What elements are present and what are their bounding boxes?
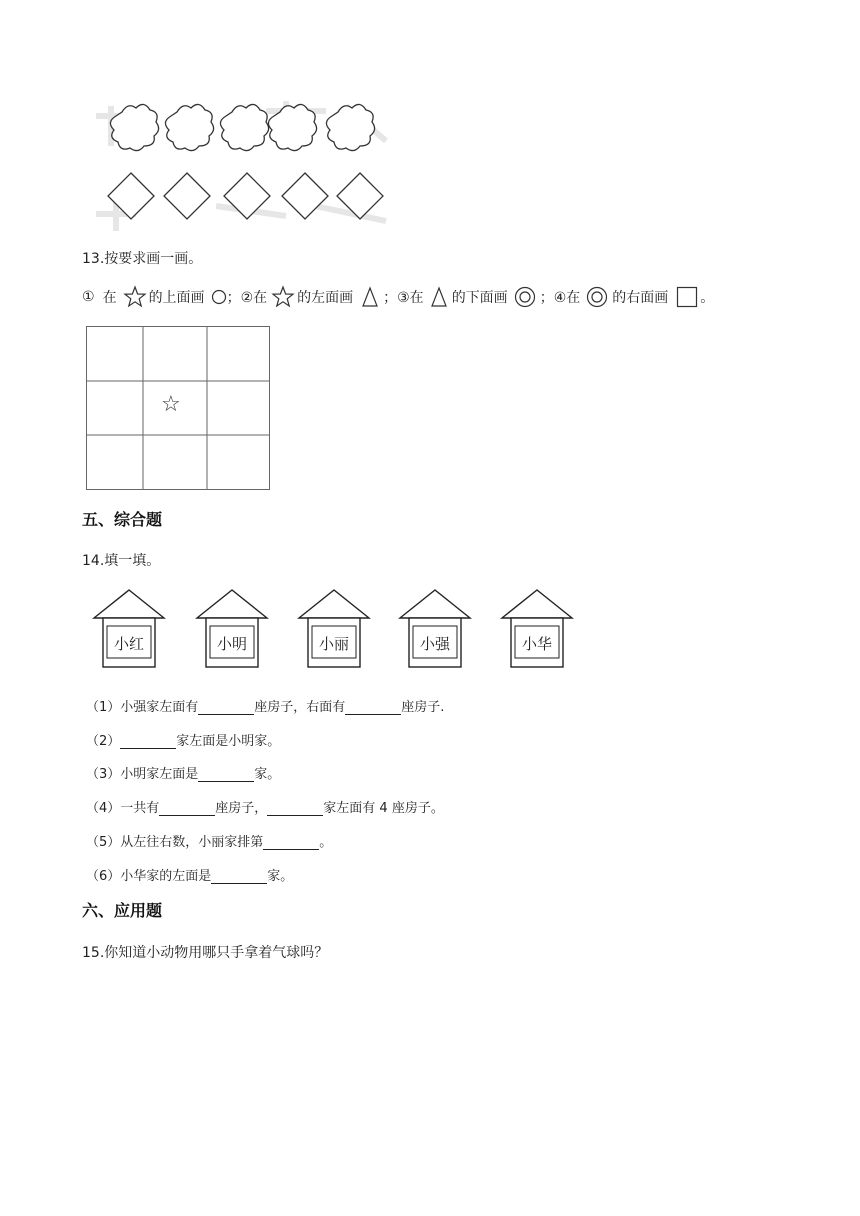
q14-line-4 <box>86 797 444 816</box>
q14-line-1 <box>86 696 444 715</box>
q13-part1-number: ① <box>82 289 95 305</box>
house <box>195 588 269 668</box>
house <box>500 588 574 668</box>
cloud-icon <box>220 104 268 150</box>
q14-line-1-text-b: 座房子，右面有 <box>254 700 346 715</box>
q13-sep1: ； <box>226 290 241 306</box>
double-circle-icon <box>586 286 608 308</box>
q13-part3-text: 的下面画 <box>451 290 508 306</box>
answer-blank[interactable] <box>345 701 401 715</box>
triangle-icon <box>361 286 379 308</box>
q14-line-6-text-a: （6）小华家的左面是 <box>86 869 212 884</box>
double-circle-icon <box>514 286 536 308</box>
q14-line-6 <box>86 865 293 884</box>
q14-line-2 <box>86 730 280 749</box>
houses-row <box>92 588 582 670</box>
diamond-icon <box>164 173 210 219</box>
q13-sep3: ； <box>539 290 554 306</box>
q14-line-2-text-a: （2） <box>86 734 121 749</box>
clouds-diamonds-image <box>86 86 396 236</box>
circle-icon <box>211 289 227 305</box>
section-title-5: 五、综合题 <box>82 510 163 529</box>
answer-blank[interactable] <box>263 836 319 850</box>
q14-line-4-text-b: 座房子， <box>215 801 268 816</box>
q13-end: 。 <box>700 290 715 306</box>
q14-line-3-text-a: （3）小明家左面是 <box>86 767 199 782</box>
drawing-grid[interactable] <box>86 326 270 490</box>
q13-part2-number: ②在 <box>240 290 268 306</box>
q13-sep2: ； <box>383 290 398 306</box>
house-label: 小丽 <box>318 635 349 653</box>
q13-part4-number: ④在 <box>553 290 581 306</box>
answer-blank[interactable] <box>198 768 254 782</box>
q13-part3-number: ③在 <box>397 290 424 306</box>
answer-blank[interactable] <box>159 802 215 816</box>
cloud-icon <box>165 104 213 150</box>
q13-part4-text: 的右面画 <box>612 290 669 306</box>
q13-instructions <box>82 284 714 310</box>
answer-blank[interactable] <box>267 802 323 816</box>
q13-part1-zai: 在 <box>102 290 117 306</box>
star-icon <box>123 285 147 309</box>
q15-title: 15.你知道小动物用哪只手拿着气球吗？ <box>82 945 329 961</box>
q13-part1-text: 的上面画 <box>148 290 205 306</box>
shapes-figure <box>86 86 396 236</box>
diamond-icon <box>282 173 328 219</box>
square-icon <box>676 286 698 308</box>
q14-line-1-text-a: （1）小强家左面有 <box>86 700 199 715</box>
house <box>398 588 472 668</box>
cloud-icon <box>326 104 374 150</box>
q14-line-4-text-c: 家左面有 4 座房子。 <box>323 801 444 816</box>
answer-blank[interactable] <box>120 735 176 749</box>
house <box>92 588 166 668</box>
q14-line-1-text-c: 座房子. <box>401 700 445 715</box>
house-label: 小明 <box>216 635 247 653</box>
q14-title: 14.填一填。 <box>82 553 161 569</box>
q14-line-5-text-b: 。 <box>319 835 333 850</box>
cloud-icon <box>110 104 158 150</box>
answer-blank[interactable] <box>198 701 254 715</box>
house-label: 小华 <box>521 635 552 653</box>
section-title-6: 六、应用题 <box>82 901 163 920</box>
house-label: 小红 <box>113 635 144 653</box>
q14-line-5-text-a: （5）从左往右数，小丽家排第 <box>86 835 264 850</box>
q13-part2-text: 的左面画 <box>297 290 354 306</box>
star-icon <box>271 285 295 309</box>
q13-title: 13.按要求画一画。 <box>82 251 203 267</box>
q14-line-4-text-a: （4）一共有 <box>86 801 160 816</box>
q14-line-3-text-b: 家。 <box>254 767 281 782</box>
q14-line-2-text-b: 家左面是小明家。 <box>176 734 281 749</box>
q14-line-6-text-b: 家。 <box>267 869 294 884</box>
q14-line-5 <box>86 831 332 850</box>
triangle-icon <box>430 286 448 308</box>
house-label: 小强 <box>419 635 450 653</box>
house <box>297 588 371 668</box>
grid-star-symbol: ☆ <box>161 392 181 417</box>
answer-blank[interactable] <box>211 870 267 884</box>
q14-line-3 <box>86 763 280 782</box>
